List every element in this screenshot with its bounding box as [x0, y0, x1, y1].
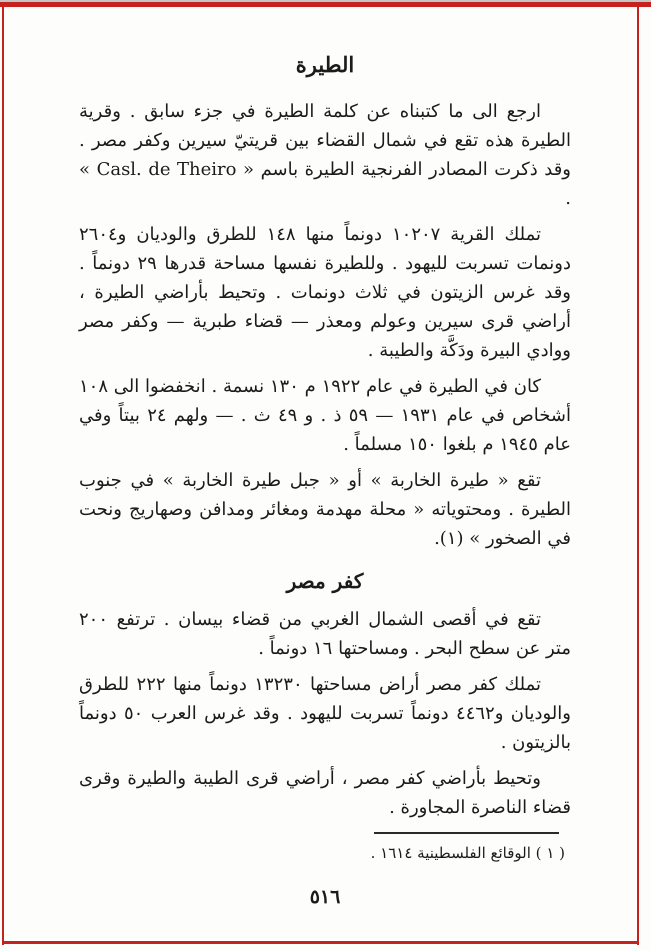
- scan-border-bottom: [2, 941, 639, 944]
- paragraph-altira-4: تقع « طيرة الخاربة » أو « جبل طيرة الخاربة » في جنوب الطيرة . ومحتوياته « محلة مهدمة ومغائر ومدافن وصهاريج ونحت في الصخور » (١).: [79, 470, 571, 549]
- paragraph-kafrmisr-3: وتحيط بأراضي كفر مصر ، أراضي قرى الطيبة والطيرة وقرى قضاء الناصرة المجاورة .: [79, 768, 571, 818]
- section-title-altira: الطيرة: [295, 52, 355, 77]
- paragraph-kafrmisr-1: تقع في أقصى الشمال الغربي من قضاء بيسان . ترتفع ٢٠٠ متر عن سطح البحر . ومساحتها ١٦ دونماً .: [79, 609, 571, 659]
- scan-border-top: [0, 2, 651, 7]
- page-content: [79, 52, 571, 908]
- paragraph-altira-3: كان في الطيرة في عام ١٩٢٢ م ١٣٠ نسمة . انخفضوا الى ١٠٨ أشخاص في عام ١٩٣١ — ٥٩ ذ . و ٤٩ ث . — ولهم ٢٤ بيتاً وفي عام ١٩٤٥ م بلغوا ١٥٠ مسلماً .: [79, 376, 571, 455]
- paragraph-altira-1: ارجع الى ما كتبناه عن كلمة الطيرة في جزء سابق . وقرية الطيرة هذه تقع في شمال القضاء بين قريتيّ سيرين وكفر مصر . وقد ذكرت المصادر الفرنجية الطيرة باسم « Casl. de Theiro » .: [79, 101, 571, 209]
- page-number: ٥١٦: [309, 886, 341, 908]
- footnote-separator-rule: [374, 832, 559, 834]
- scan-border-left: [2, 6, 4, 945]
- paragraph-kafrmisr-2: تملك كفر مصر أراض مساحتها ١٣٢٣٠ دونماً منها ٢٢٢ للطرق والوديان و٤٤٦٢ دونماً تسربت لليهود . وقد غرس العرب ٥٠ دونماً بالزيتون .: [79, 674, 571, 753]
- section-title-kafr-misr: كفر مصر: [286, 569, 364, 593]
- scan-border-right: [637, 6, 639, 945]
- paragraph-altira-2: تملك القرية ١٠٢٠٧ دونماً منها ١٤٨ للطرق والوديان و٢٦٠٤ دونمات تسربت لليهود . وللطيرة نفسها مساحة قدرها ٢٩ دونماً . وقد غرس الزيتون في ثلاث دونمات . وتحيط بأراضي الطيرة ، أراضي قرى سيرين وعولم ومعذر — قضاء طبرية — وكفر مصر ووادي البيرة ودَكَّة والطيبة .: [79, 224, 571, 361]
- footnote-text: ( ١ ) الوقائع الفلسطينية ١٦١٤ .: [370, 844, 565, 862]
